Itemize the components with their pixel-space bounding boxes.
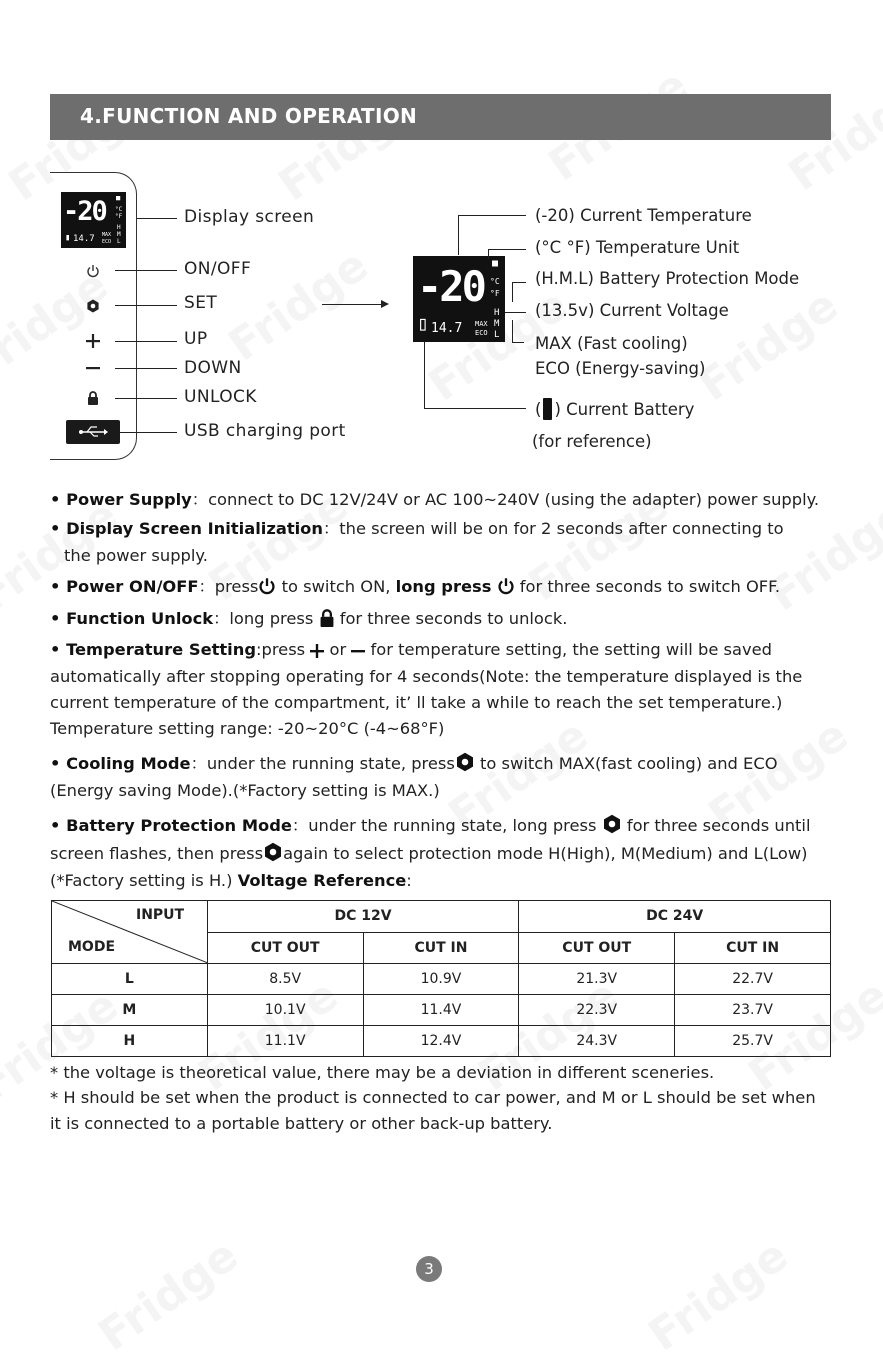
lcd-max: MAX — [475, 320, 488, 328]
term-power-onoff: • Power ON/OFF — [50, 577, 199, 596]
paragraph-battery-protection — [50, 813, 850, 840]
lcd-m: M — [494, 319, 500, 329]
lcd-unit-f: °F — [115, 213, 123, 220]
table-row — [52, 1026, 831, 1057]
table-cell-mode: H — [52, 1026, 208, 1057]
term-voltage-reference: Voltage Reference — [237, 871, 407, 890]
battery-icon: ▯ — [417, 311, 430, 335]
power-icon — [497, 577, 515, 595]
text: : — [406, 871, 412, 890]
lcd-unit-f: °F — [490, 289, 500, 298]
term-battery-protection: • Battery Protection Mode — [50, 816, 292, 835]
plus-icon[interactable] — [84, 332, 102, 350]
table-header-input: INPUT — [136, 907, 185, 923]
lcd-screen-detail — [413, 256, 505, 342]
table-cell: 8.5V — [207, 964, 363, 995]
lock-icon — [319, 609, 335, 627]
label-battery-protection-mode: (H.M.L) Battery Protection Mode — [535, 269, 800, 288]
gear-icon — [263, 842, 283, 862]
paragraph-line — [50, 841, 850, 868]
paragraph-line: (Energy saving Mode).(*Factory setting is MAX.) — [50, 781, 440, 800]
table-row — [52, 964, 831, 995]
text: for three seconds to unlock. — [334, 609, 568, 628]
lcd-h: H — [117, 224, 121, 231]
power-icon — [258, 577, 276, 595]
table-row — [52, 995, 831, 1026]
lcd-m: M — [117, 231, 121, 238]
text: or — [324, 640, 352, 659]
note: * H should be set when the product is connected to car power, and M or L should be set when — [50, 1088, 816, 1107]
label-temperature-unit: (°C °F) Temperature Unit — [535, 238, 740, 257]
page-number: 3 — [416, 1256, 442, 1282]
watermark — [640, 1230, 798, 1361]
table-header-mode: MODE — [68, 939, 116, 955]
table-cell: 22.7V — [675, 964, 831, 995]
text: screen flashes, then press — [50, 844, 264, 863]
lcd-eco: ECO — [102, 239, 112, 245]
panel-lcd-screen — [61, 192, 126, 248]
label-paren-open: ( — [535, 400, 542, 419]
label-usb: USB charging port — [184, 421, 346, 441]
section-header — [50, 94, 831, 140]
text: for temperature setting, the setting will be saved — [365, 640, 772, 659]
term-temperature-setting: • Temperature Setting — [50, 640, 257, 659]
gear-icon[interactable] — [84, 297, 102, 315]
label-eco: ECO (Energy-saving) — [535, 359, 706, 378]
paragraph-function-unlock — [50, 606, 850, 633]
text: for three seconds until — [621, 816, 811, 835]
table-cell: 10.9V — [363, 964, 519, 995]
gear-icon — [455, 752, 475, 772]
table-cell-mode: L — [52, 964, 208, 995]
label-current-voltage: (13.5v) Current Voltage — [535, 301, 729, 320]
paragraph-line: current temperature of the compartment, it’ ll take a while to reach the set temperature.) — [50, 693, 783, 712]
table-cell: 22.3V — [519, 995, 675, 1026]
term-display-init: • Display Screen Initialization — [50, 519, 323, 538]
table-header-cut-in: CUT IN — [363, 932, 519, 964]
label-battery-text: ) Current Battery — [554, 400, 695, 419]
table-cell: 11.4V — [363, 995, 519, 1026]
table-cell: 12.4V — [363, 1026, 519, 1057]
lock-icon: ■ — [492, 258, 499, 269]
table-cell: 25.7V — [675, 1026, 831, 1057]
gear-icon — [602, 814, 622, 834]
label-set: SET — [184, 293, 218, 313]
arrow-right-icon — [381, 300, 389, 308]
minus-icon[interactable] — [84, 359, 102, 377]
label-up: UP — [184, 329, 208, 349]
label-current-temperature: (-20) Current Temperature — [535, 206, 752, 225]
text: to switch ON, — [276, 577, 396, 596]
table-header-cut-out: CUT OUT — [207, 932, 363, 964]
note: it is connected to a portable battery or other back-up battery. — [50, 1114, 553, 1133]
text: ：under the running state, press — [190, 754, 455, 773]
paragraph-line — [50, 868, 850, 895]
power-icon[interactable] — [84, 262, 102, 280]
paragraph-cooling-mode — [50, 751, 850, 778]
text: ：long press — [213, 609, 319, 628]
text: :press — [256, 640, 311, 659]
lcd-h: H — [494, 308, 500, 318]
minus-icon — [351, 644, 365, 658]
paragraph-power-onoff — [50, 574, 850, 601]
lcd-temp: -20 — [417, 262, 484, 311]
table-cell: 10.1V — [207, 995, 363, 1026]
table-corner-cell — [52, 901, 208, 964]
table-cell: 21.3V — [519, 964, 675, 995]
note: * the voltage is theoretical value, there may be a deviation in different sceneries. — [50, 1063, 715, 1082]
label-onoff: ON/OFF — [184, 259, 252, 279]
table-cell: 11.1V — [207, 1026, 363, 1057]
text: ：the screen will be on for 2 seconds after connecting to — [322, 519, 784, 538]
battery-icon — [543, 398, 552, 420]
label-display-screen: Display screen — [184, 207, 315, 227]
plus-icon — [310, 644, 324, 658]
text: ：under the running state, long press — [291, 816, 602, 835]
section-title: 4.FUNCTION AND OPERATION — [80, 104, 418, 128]
paragraph-line: Temperature setting range: -20~20°C (-4~68°F) — [50, 719, 445, 738]
table-header-cut-out: CUT OUT — [519, 932, 675, 964]
lcd-eco: ECO — [475, 329, 488, 337]
lcd-l: L — [494, 330, 500, 340]
lcd-unit-c: °C — [490, 277, 500, 286]
term-power-supply: • Power Supply — [50, 490, 192, 509]
paragraph-display-init — [50, 516, 850, 543]
table-header-dc12: DC 12V — [207, 901, 519, 933]
lock-icon[interactable] — [84, 389, 102, 407]
label-current-battery — [535, 398, 694, 420]
paragraph-display-init-cont: the power supply. — [64, 546, 208, 565]
lcd-l: L — [117, 238, 121, 245]
paragraph-temperature-setting — [50, 637, 850, 664]
text: again to select protection mode H(High), M(Medium) and L(Low) — [283, 844, 808, 863]
lcd-temp: -20 — [63, 196, 106, 227]
table-cell-mode: M — [52, 995, 208, 1026]
text: ：press — [198, 577, 259, 596]
text: ：connect to DC 12V/24V or AC 100~240V (using the adapter) power supply. — [191, 490, 820, 509]
voltage-reference-table — [51, 900, 831, 1057]
label-down: DOWN — [184, 358, 242, 378]
paragraph-power-supply — [50, 487, 850, 514]
text: (*Factory setting is H.) — [50, 871, 238, 890]
text: to switch MAX(fast cooling) and ECO — [474, 754, 778, 773]
paragraph-line: automatically after stopping operating for 4 seconds(Note: the temperature displayed is the — [50, 667, 803, 686]
label-for-reference: (for reference) — [532, 432, 652, 451]
term-function-unlock: • Function Unlock — [50, 609, 214, 628]
lock-icon: ■ — [116, 194, 121, 202]
watermark — [690, 280, 848, 412]
label-max: MAX (Fast cooling) — [535, 334, 688, 353]
lcd-voltage: 14.7 — [73, 234, 95, 244]
lcd-voltage: 14.7 — [431, 321, 463, 336]
watermark — [90, 1230, 248, 1361]
usb-port-icon[interactable] — [66, 420, 120, 444]
table-cell: 24.3V — [519, 1026, 675, 1057]
table-header-dc24: DC 24V — [519, 901, 831, 933]
label-unlock: UNLOCK — [184, 387, 257, 407]
table-cell: 23.7V — [675, 995, 831, 1026]
lcd-max: MAX — [102, 232, 112, 238]
lcd-unit-c: °C — [115, 206, 123, 213]
battery-icon: ▮ — [65, 233, 71, 243]
text: for three seconds to switch OFF. — [514, 577, 781, 596]
term-long-press: long press — [395, 577, 492, 596]
table-header-cut-in: CUT IN — [675, 932, 831, 964]
term-cooling-mode: • Cooling Mode — [50, 754, 191, 773]
